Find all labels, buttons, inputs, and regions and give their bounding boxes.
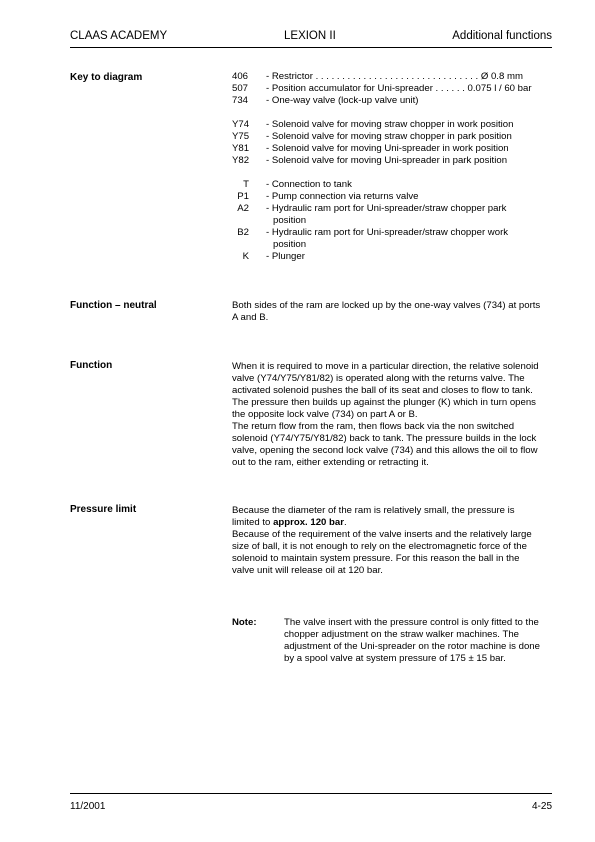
text-line: valve unit will release oil at 120 bar.: [232, 565, 383, 576]
text-line: chopper adjustment on the straw walker machines. The: [284, 629, 519, 640]
text-line: The return flow from the ram, then flows back via the non switched: [232, 421, 515, 432]
note-label: Note:: [232, 617, 257, 628]
footer-rule: [70, 793, 552, 794]
key-row: [232, 251, 562, 263]
text-line: the opposite lock valve (734) on part A or B.: [232, 409, 418, 420]
key-list: [232, 71, 562, 263]
key-row: [232, 71, 562, 83]
text-line: When it is required to move in a particular direction, the relative solenoid: [232, 361, 539, 372]
key-code: Y74: [232, 119, 250, 130]
page-header: [70, 30, 552, 44]
key-desc: - Connection to tank: [266, 179, 352, 190]
text-line: The valve insert with the pressure control is only fitted to the: [284, 617, 539, 628]
key-row: [232, 227, 562, 251]
text-line: Because of the requirement of the valve inserts and the relatively large: [232, 529, 532, 540]
text-line: Both sides of the ram are locked up by the one-way valves (734) at ports: [232, 300, 541, 311]
key-row: [232, 143, 562, 155]
key-desc: - Solenoid valve for moving Uni-spreader in work position: [266, 143, 509, 154]
text-run: .: [343, 517, 347, 528]
key-code: T: [243, 179, 249, 190]
key-desc: - Plunger: [266, 251, 305, 262]
key-row: [232, 191, 562, 203]
text-line: valve (Y74/Y75/Y81/82) is operated along with the returns valve. The: [232, 373, 525, 384]
key-code: Y75: [232, 131, 250, 142]
key-row: [232, 131, 562, 143]
key-desc: - Solenoid valve for moving straw chopper in park position: [266, 131, 512, 142]
key-desc: - Position accumulator for Uni-spreader . . . . . . 0.075 l / 60 bar: [266, 83, 532, 94]
function-label: Function: [70, 360, 113, 371]
neutral-paragraph: [232, 300, 554, 324]
key-code: P1: [237, 191, 249, 202]
text-line: The pressure then builds up against the plunger (K) which in turn opens: [232, 397, 536, 408]
key-desc-text: - Hydraulic ram port for Uni-spreader/straw chopper work: [266, 227, 509, 238]
key-desc: - Pump connection via returns valve: [266, 191, 419, 202]
key-desc-continuation: position: [273, 215, 307, 226]
header-rule: [70, 47, 552, 48]
key-row: [232, 203, 562, 227]
text-line: [232, 517, 554, 529]
key-row: [232, 119, 562, 131]
text-line: valve, opening the second lock valve (734) and this allows the oil to flow: [232, 445, 538, 456]
header-left: CLAAS ACADEMY: [70, 30, 168, 42]
key-label: Key to diagram: [70, 72, 143, 83]
key-desc: - One-way valve (lock-up valve unit): [266, 95, 419, 106]
key-row: [232, 179, 562, 191]
key-code: K: [242, 251, 249, 262]
text-line: adjustment of the Uni-spreader on the rotor machine is done: [284, 641, 540, 652]
key-desc: [266, 203, 562, 227]
pressure-paragraph: [232, 505, 554, 577]
key-row: [232, 155, 562, 167]
key-desc: - Restrictor . . . . . . . . . . . . . . . . . . . . . . . . . . . . . . . Ø 0.8 mm: [266, 71, 523, 82]
text-line: out to the ram, either extending or retracting it.: [232, 457, 429, 468]
text-line: solenoid to maintain system pressure. For this reason the ball in the: [232, 553, 520, 564]
header-center: LEXION II: [284, 30, 336, 42]
text-line: size of ball, it is not enough to rely on the electromagnetic force of the: [232, 541, 527, 552]
header-right: Additional functions: [452, 30, 552, 42]
key-code: Y82: [232, 155, 250, 166]
key-desc-text: - Hydraulic ram port for Uni-spreader/straw chopper park: [266, 203, 507, 214]
pressure-label: Pressure limit: [70, 504, 137, 515]
key-code: 507: [232, 83, 249, 94]
key-row: [232, 95, 562, 107]
key-code: B2: [237, 227, 249, 238]
key-desc: [266, 227, 562, 251]
text-line: by a spool valve at system pressure of 175 ± 15 bar.: [284, 653, 506, 664]
pressure-value: approx. 120 bar: [273, 517, 344, 528]
text-line: A and B.: [232, 312, 269, 323]
text-line: solenoid (Y74/Y75/Y81/82) back to tank. The pressure builds in the lock: [232, 433, 537, 444]
footer-date: 11/2001: [70, 801, 106, 812]
key-desc: - Solenoid valve for moving Uni-spreader in park position: [266, 155, 508, 166]
key-code: 406: [232, 71, 249, 82]
text-line: Because the diameter of the ram is relatively small, the pressure is: [232, 505, 515, 516]
key-desc-continuation: position: [273, 239, 307, 250]
page-number: 4-25: [531, 801, 552, 812]
note-text: [284, 617, 554, 665]
key-code: A2: [237, 203, 249, 214]
key-row: [232, 83, 562, 95]
key-code: Y81: [232, 143, 250, 154]
function-paragraph: [232, 361, 554, 469]
key-code: 734: [232, 95, 249, 106]
text-run: limited to: [232, 517, 274, 528]
text-line: activated solenoid pushes the ball of its seat and closes to flow to tank.: [232, 385, 533, 396]
neutral-label: Function – neutral: [70, 300, 157, 311]
key-desc: - Solenoid valve for moving straw chopper in work position: [266, 119, 514, 130]
